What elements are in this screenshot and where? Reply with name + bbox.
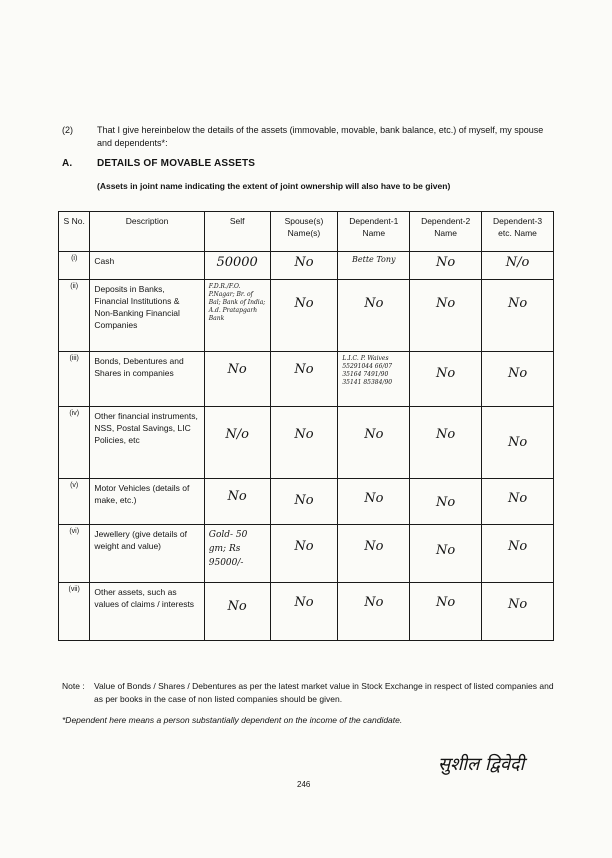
section-subtitle: (Assets in joint name indicating the extent of joint ownership will also have to be given): [97, 181, 451, 191]
header-dependent-3: Dependent-3 etc. Name: [482, 212, 554, 252]
table-row: [59, 407, 554, 479]
header-dependent-2: Dependent-2 Name: [410, 212, 482, 252]
self-value: No: [204, 352, 270, 407]
table-row: [59, 280, 554, 352]
table-row: [59, 252, 554, 280]
section-title: DETAILS OF MOVABLE ASSETS: [97, 158, 256, 169]
self-value: F.D.R./F.O. P.Nagar; Br. of Bal; Bank of India; A.d. Pratapgarh Bank: [204, 280, 270, 352]
dependent-definition: *Dependent here means a person substantially dependent on the income of the candidate.: [62, 715, 403, 725]
spouse-value: No: [270, 525, 338, 583]
row-description: Other assets, such as values of claims / interests: [90, 583, 204, 641]
row-description: Bonds, Debentures and Shares in companies: [90, 352, 204, 407]
row-sno: (iii): [59, 352, 90, 407]
dependent-1-value: Bette Tony: [338, 252, 410, 280]
row-sno: (ii): [59, 280, 90, 352]
dependent-2-value: No: [410, 479, 482, 525]
self-value: No: [204, 479, 270, 525]
row-sno: (iv): [59, 407, 90, 479]
spouse-value: No: [270, 583, 338, 641]
self-value: Gold- 50 gm; Rs 95000/-: [204, 525, 270, 583]
header-sno: S No.: [59, 212, 90, 252]
header-self: Self: [204, 212, 270, 252]
spouse-value: No: [270, 407, 338, 479]
dependent-3-value: No: [482, 479, 554, 525]
dependent-1-value: No: [338, 280, 410, 352]
dependent-1-value: No: [338, 479, 410, 525]
row-sno: (vi): [59, 525, 90, 583]
row-sno: (i): [59, 252, 90, 280]
header-description: Description: [90, 212, 204, 252]
header-spouse: Spouse(s) Name(s): [270, 212, 338, 252]
self-value: No: [204, 583, 270, 641]
row-description: Motor Vehicles (details of make, etc.): [90, 479, 204, 525]
row-description: Jewellery (give details of weight and value): [90, 525, 204, 583]
table-row: [59, 479, 554, 525]
dependent-3-value: No: [482, 352, 554, 407]
intro-number: (2): [62, 125, 73, 135]
intro-text: That I give hereinbelow the details of the assets (immovable, movable, bank balance, etc.) of myself, my spouse and dependents*:: [97, 125, 544, 148]
row-description: Deposits in Banks, Financial Institutions & Non-Banking Financial Companies: [90, 280, 204, 352]
dependent-2-value: No: [410, 252, 482, 280]
dependent-1-value: No: [338, 407, 410, 479]
note-text: Value of Bonds / Shares / Debentures as per the latest market value in Stock Exchange in respect of listed companies and as per books in the case of non listed companies should be given.: [94, 681, 554, 704]
dependent-2-value: No: [410, 525, 482, 583]
dependent-1-value: No: [338, 525, 410, 583]
movable-assets-table: [58, 211, 554, 641]
spouse-value: No: [270, 479, 338, 525]
table-row: [59, 583, 554, 641]
candidate-signature: सुशील द्विवेदी: [438, 754, 525, 775]
row-sno: (vii): [59, 583, 90, 641]
row-description: Cash: [90, 252, 204, 280]
table-row: [59, 525, 554, 583]
row-sno: (v): [59, 479, 90, 525]
dependent-3-value: No: [482, 583, 554, 641]
dependent-1-value: No: [338, 583, 410, 641]
dependent-3-value: No: [482, 525, 554, 583]
dependent-2-value: No: [410, 583, 482, 641]
page-number: 246: [297, 780, 311, 789]
row-description: Other financial instruments, NSS, Postal Savings, LIC Policies, etc: [90, 407, 204, 479]
dependent-2-value: No: [410, 407, 482, 479]
note-label: Note :: [62, 681, 85, 691]
dependent-1-value: L.I.C. P. Waives 55291044 66/07 35164 7491/90 35141 85384/90: [338, 352, 410, 407]
spouse-value: No: [270, 352, 338, 407]
spouse-value: No: [270, 280, 338, 352]
dependent-3-value: No: [482, 407, 554, 479]
dependent-2-value: No: [410, 280, 482, 352]
dependent-3-value: No: [482, 280, 554, 352]
dependent-3-value: N/o: [482, 252, 554, 280]
spouse-value: No: [270, 252, 338, 280]
header-dependent-1: Dependent-1 Name: [338, 212, 410, 252]
self-value: 50000: [204, 252, 270, 280]
table-row: [59, 352, 554, 407]
self-value: N/o: [204, 407, 270, 479]
section-letter: A.: [62, 158, 73, 169]
dependent-2-value: No: [410, 352, 482, 407]
